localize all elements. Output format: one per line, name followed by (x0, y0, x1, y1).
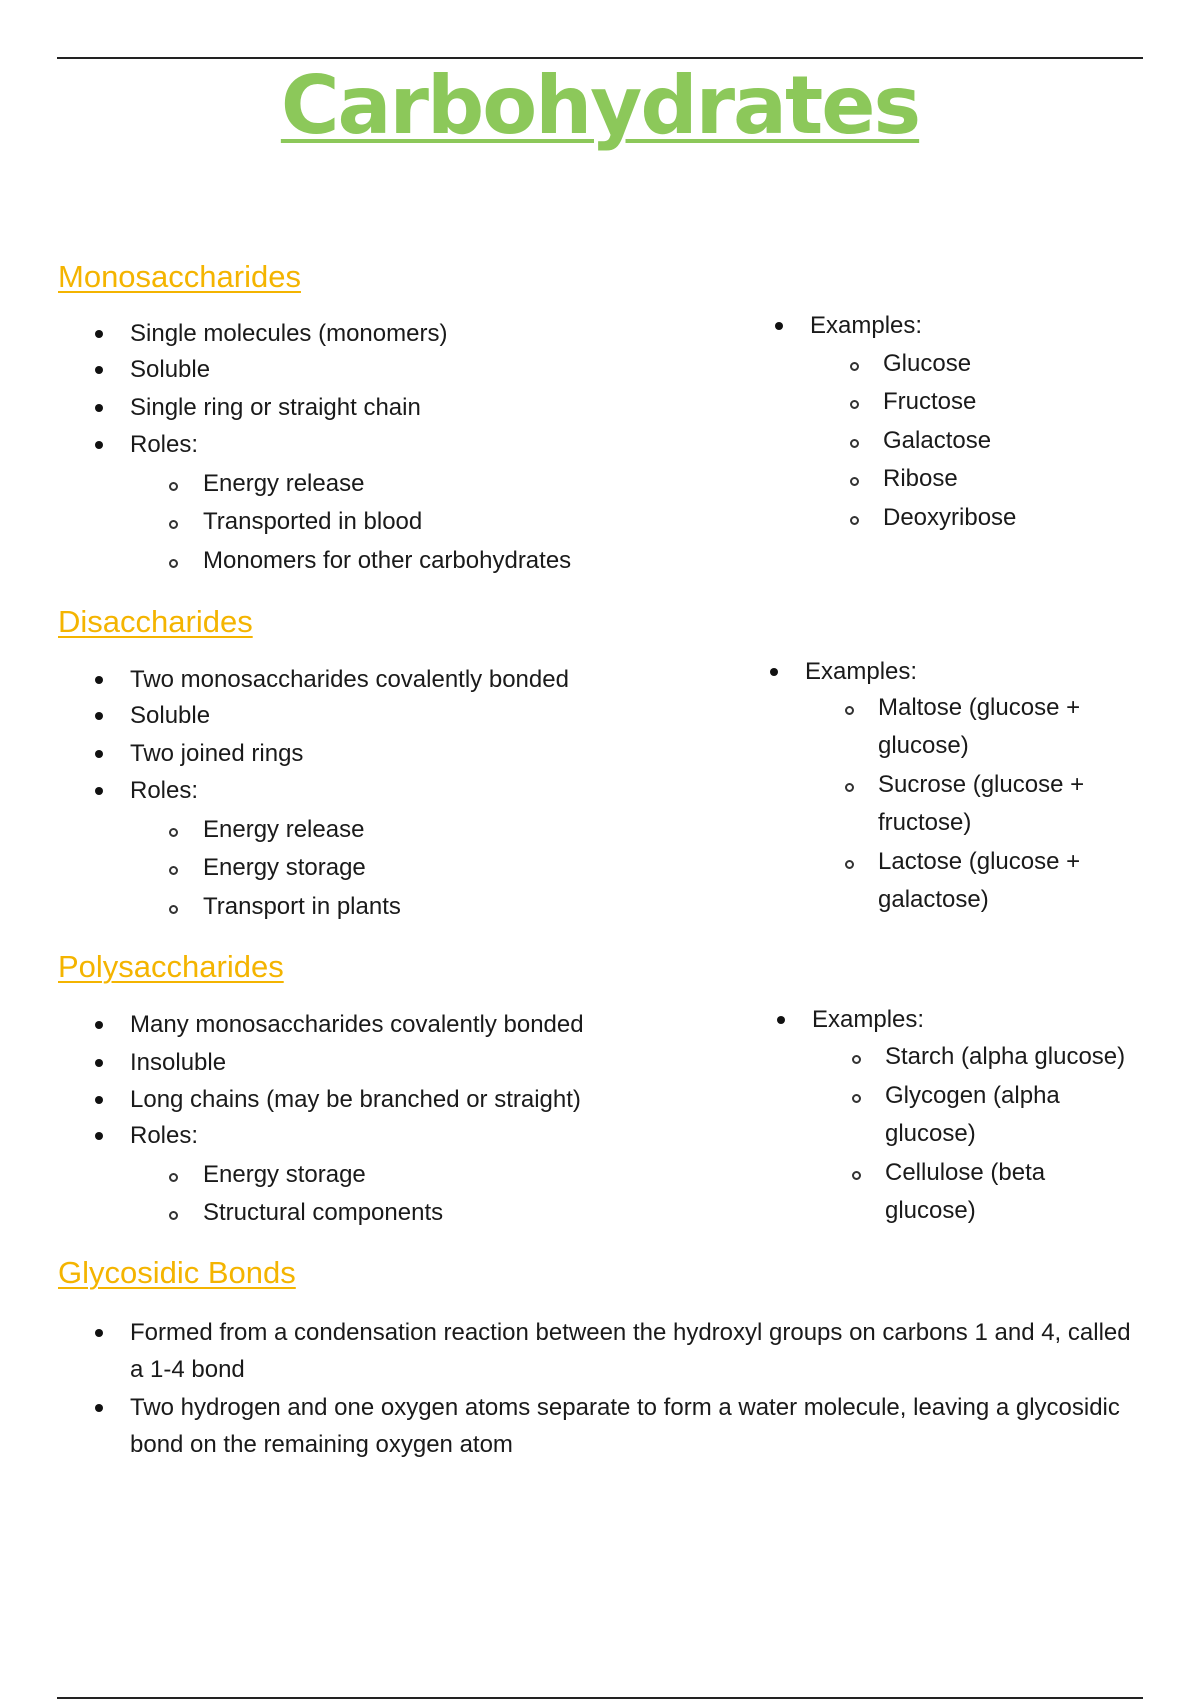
heading-monosaccharides: Monosaccharides (58, 259, 301, 294)
sub-bullet-icon (850, 439, 859, 448)
sub-list-item: Energy storage (203, 854, 366, 881)
bullet-icon (95, 676, 103, 684)
sub-bullet-icon (852, 1094, 861, 1103)
sub-list-item: Energy release (203, 470, 365, 497)
heading-glycosidic-bonds: Glycosidic Bonds (58, 1255, 296, 1290)
bullet-icon (95, 712, 103, 720)
sub-bullet-icon (852, 1171, 861, 1180)
list-item: Formed from a condensation reaction between the hydroxyl groups on carbons 1 and 4, called a 1-4 bond (130, 1319, 1131, 1383)
example-item: Glucose (883, 350, 972, 377)
bullet-icon (770, 668, 778, 676)
sub-bullet-icon (850, 362, 859, 371)
heading-disaccharides: Disaccharides (58, 604, 253, 639)
sub-list-item: Energy storage (203, 1161, 366, 1188)
example-item: Glycogen (alpha glucose) (885, 1082, 1060, 1147)
bullet-icon (95, 1132, 103, 1140)
list-item: Many monosaccharides covalently bonded (130, 1011, 584, 1038)
list-item: Two joined rings (130, 740, 304, 767)
bullet-icon (95, 441, 103, 449)
list-item: Single ring or straight chain (130, 394, 421, 421)
list-item: Long chains (may be branched or straight) (130, 1086, 581, 1113)
bottom-rule (57, 1697, 1143, 1699)
example-item: Deoxyribose (883, 504, 1017, 531)
bullet-icon (95, 1059, 103, 1067)
sub-bullet-icon (845, 860, 854, 869)
list-item: Roles: (130, 1122, 199, 1149)
sub-bullet-icon (169, 559, 178, 568)
list-item: Two monosaccharides covalently bonded (130, 666, 569, 693)
sub-bullet-icon (169, 520, 178, 529)
examples-label: Examples: (810, 312, 923, 339)
sub-list-item: Structural components (203, 1199, 444, 1226)
example-item: Sucrose (glucose + fructose) (878, 771, 1085, 836)
sub-bullet-icon (850, 516, 859, 525)
sub-list-item: Monomers for other carbohydrates (203, 547, 572, 574)
bullet-icon (95, 1404, 103, 1412)
page-title: Carbohydrates (280, 59, 920, 152)
sub-list-item: Energy release (203, 816, 365, 843)
sub-bullet-icon (850, 400, 859, 409)
bullet-icon (95, 330, 103, 338)
list-item: Insoluble (130, 1049, 227, 1076)
sub-bullet-icon (169, 482, 178, 491)
bullet-icon (95, 787, 103, 795)
sub-bullet-icon (169, 905, 178, 914)
example-item: Cellulose (beta glucose) (885, 1159, 1046, 1224)
list-item: Soluble (130, 702, 211, 729)
bullet-icon (95, 750, 103, 758)
sub-list-item: Transport in plants (203, 893, 401, 920)
sub-bullet-icon (169, 1173, 178, 1182)
bullet-icon (777, 1016, 785, 1024)
bullet-icon (95, 1096, 103, 1104)
sub-bullet-icon (845, 706, 854, 715)
sub-bullet-icon (169, 866, 178, 875)
example-item: Maltose (glucose + glucose) (878, 694, 1081, 759)
sub-list-item: Transported in blood (203, 508, 423, 535)
examples-label: Examples: (812, 1006, 925, 1033)
list-item: Roles: (130, 777, 199, 804)
sub-bullet-icon (852, 1055, 861, 1064)
example-item: Fructose (883, 388, 977, 415)
bullet-icon (775, 322, 783, 330)
bullet-icon (95, 366, 103, 374)
list-item: Single molecules (monomers) (130, 320, 448, 347)
list-item: Soluble (130, 356, 211, 383)
bullet-icon (95, 404, 103, 412)
sub-bullet-icon (850, 477, 859, 486)
sub-bullet-icon (169, 1211, 178, 1220)
sub-bullet-icon (845, 783, 854, 792)
bullet-icon (95, 1329, 103, 1337)
examples-label: Examples: (805, 658, 918, 685)
list-item: Roles: (130, 431, 199, 458)
example-item: Starch (alpha glucose) (885, 1043, 1126, 1070)
heading-polysaccharides: Polysaccharides (58, 949, 284, 984)
example-item: Lactose (glucose + galactose) (878, 848, 1081, 913)
bullet-icon (95, 1021, 103, 1029)
list-item: Two hydrogen and one oxygen atoms separate to form a water molecule, leaving a glycosidic bond on the remaining oxygen atom (130, 1394, 1120, 1458)
sub-bullet-icon (169, 828, 178, 837)
example-item: Galactose (883, 427, 992, 454)
example-item: Ribose (883, 465, 958, 492)
